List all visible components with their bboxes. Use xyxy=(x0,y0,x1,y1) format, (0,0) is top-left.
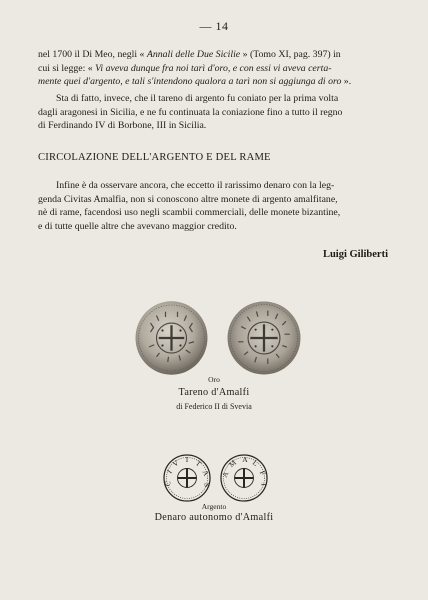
svg-text:T: T xyxy=(193,458,203,469)
svg-text:I: I xyxy=(185,455,189,464)
section-heading: CIRCOLAZIONE DELL'ARGENTO E DEL RAME xyxy=(38,152,271,163)
text-line: dagli aragonesi in Sicilia, e ne fu continuata la coniazione fino a tutto il regno xyxy=(38,106,343,118)
gold-coin-reverse-image xyxy=(226,300,302,376)
svg-text:C: C xyxy=(162,480,173,487)
figure2-metal-label: Argento xyxy=(201,502,227,511)
figure1-metal-label: Oro xyxy=(208,375,220,384)
svg-text:M: M xyxy=(226,457,238,470)
text-line: e di tutte quelle altre che avevano maggior credito. xyxy=(38,220,237,232)
text-line: nel 1700 il Di Meo, negli « Annali delle Due Sicilie » (Tomo XI, pag. 397) in xyxy=(38,49,341,60)
figure1-subtitle: di Federico II di Svevia xyxy=(176,402,252,411)
author-signature: Luigi Giliberti xyxy=(322,249,388,260)
svg-text:F: F xyxy=(257,469,268,477)
text-line: genda Civitas Amalfia, non si conoscono altre monete di argento amalfitane, xyxy=(38,193,338,205)
paragraph-tareno xyxy=(38,92,390,133)
text-line: Infine è da osservare ancora, che eccetto il rarissimo denaro con la leg- xyxy=(56,180,335,191)
svg-text:V: V xyxy=(170,458,181,469)
svg-text:A: A xyxy=(242,455,248,464)
svg-text:A: A xyxy=(200,468,211,478)
figure2-title: Denaro autonomo d'Amalfi xyxy=(154,512,274,523)
svg-text:L: L xyxy=(250,457,260,468)
text-line: di Ferdinando IV di Borbone, III in Sicilia. xyxy=(38,120,207,132)
svg-text:S: S xyxy=(202,482,212,488)
text-line: Sta di fatto, invece, che il tareno di argento fu coniato per la prima volta xyxy=(56,93,339,104)
text-line: cui si legge: « Vi aveva dunque fra noi tarì d'oro, e con essi vi aveva certa- xyxy=(38,62,332,74)
paragraph-circolazione xyxy=(38,179,390,233)
figure1-title: Tareno d'Amalfi xyxy=(178,387,250,398)
page-number: — 14 xyxy=(199,19,229,33)
text-line: nè di rame, facendosi uso negli scambii commerciali, delle monete bizantine, xyxy=(38,207,341,219)
silver-coin-reverse-drawing xyxy=(219,453,269,503)
svg-text:I: I xyxy=(165,467,174,476)
text-line: mente quei d'argento, e tali s'intendono qualora a tarì non si aggiunga di oro ». xyxy=(38,76,352,88)
silver-coin-obverse-drawing xyxy=(162,453,212,503)
svg-text:A: A xyxy=(219,470,231,479)
paragraph-continuation xyxy=(38,48,390,89)
gold-coin-obverse-image xyxy=(134,300,209,376)
svg-text:I: I xyxy=(259,483,269,486)
